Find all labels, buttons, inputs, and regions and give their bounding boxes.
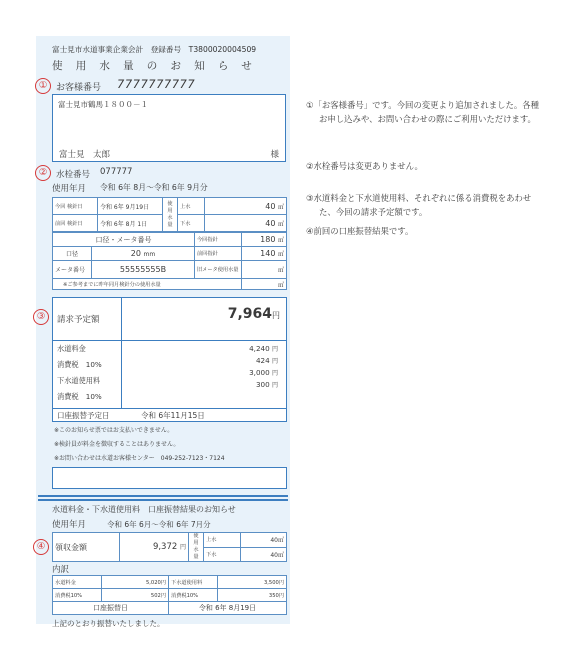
result-lower-label: 下水 [204, 547, 241, 562]
scheduled-label: 請求予定額 [57, 315, 100, 325]
current-reading-label: 今回 検針日 [53, 198, 98, 215]
period-label: 使用年月 [52, 184, 87, 194]
old-meter-value: ㎥ [241, 261, 286, 279]
reference-note: ※ご参考までに昨年同月検針分の使用水量 [53, 279, 242, 290]
result-closing: 上記のとおり振替いたしました。 [52, 619, 165, 628]
billing-box [52, 297, 287, 422]
slip-title: 使用水量のお知らせ [52, 60, 265, 72]
meter-number-value: 55555555B [92, 261, 195, 279]
annotation-2: ②水栓番号は変更ありません。 [306, 161, 423, 171]
meter-no-value: 077777 [100, 167, 133, 177]
marker-1: ① [35, 78, 51, 94]
result-upper-label: 上水 [204, 533, 241, 548]
current-count-value: 180 ㎥ [241, 233, 286, 247]
blank-box [52, 467, 287, 489]
scheduled-amount: 7,964円 [227, 306, 280, 322]
water-tax-value: 502円 [102, 589, 169, 602]
lower-label: 下水 [178, 215, 205, 232]
diameter-label: 口径 [53, 247, 92, 261]
item-sewer-amount: 3,000 円 [249, 368, 278, 377]
diameter-value: 20 mm [92, 247, 195, 261]
upper-label: 上水 [178, 198, 205, 215]
previous-reading-date: 令和 6年 8月 1日 [98, 215, 163, 232]
annotation-3: ③水道料金と下水道使用料、それぞれに係る消費税をあわせた、今回の請求予定額です。 [306, 193, 532, 217]
item-water-label: 水道料金 [57, 344, 86, 353]
honorific: 様 [270, 150, 279, 160]
period-value: 令和 6年 8月～令和 6年 9月分 [100, 183, 208, 192]
result-upper-value: 40㎥ [241, 533, 287, 548]
received-amount: 9,372 円 [120, 533, 189, 562]
previous-count-label: 前回指針 [194, 247, 241, 261]
result-period-label: 使用年月 [52, 520, 87, 530]
upper-value: 40 ㎥ [205, 198, 287, 215]
issuer-line: 富士見市水道事業企業会計 登録番号 T3800020004509 [52, 45, 257, 54]
item-water-tax-label: 消費税 10% [57, 360, 102, 369]
result-debit-date-value: 令和 6年 8月19日 [169, 602, 287, 615]
current-reading-date: 令和 6年 9月19日 [98, 198, 163, 215]
note-1: ※このお知らせ票ではお支払いできません。 [54, 427, 174, 434]
result-usage-label: 使用水量 [189, 533, 204, 562]
usage-label: 使用水量 [163, 198, 178, 232]
address-box [52, 94, 286, 162]
annotation-1: ①「お客様番号」です。今回の変更より追加されました。各種お申し込みや、お問い合わせの際にご利用いただけます。 [306, 100, 539, 124]
meter-detail-table [52, 232, 287, 290]
customer-address: 富士見市鶴馬１８００－１ [58, 100, 148, 109]
current-count-label: 今回指針 [194, 233, 241, 247]
note-3: ※お問い合わせは水道お客様センター 049-252-7123・7124 [54, 455, 225, 462]
item-sewer-tax-label: 消費税 10% [57, 392, 102, 401]
previous-reading-label: 前回 検針日 [53, 215, 98, 232]
meter-table [52, 197, 287, 232]
breakdown-table [52, 575, 287, 615]
marker-2: ② [35, 165, 51, 181]
reference-value: ㎥ [241, 279, 286, 290]
meter-no-label: 水栓番号 [56, 170, 91, 180]
customer-number-label: お客様番号 [56, 83, 102, 93]
sewer-tax-value: 350円 [218, 589, 287, 602]
separator-line [38, 499, 288, 501]
result-period-value: 令和 6年 6月～令和 6年 7月分 [107, 520, 211, 529]
old-meter-label: 旧メータ使用水量 [194, 261, 241, 279]
sewer-fee-label: 下水道使用料 [169, 576, 218, 589]
water-fee-label: 水道料金 [53, 576, 102, 589]
item-water-amount: 4,240 円 [249, 344, 278, 353]
water-fee-value: 5,020円 [102, 576, 169, 589]
debit-date-value: 令和 6年11月15日 [141, 411, 205, 420]
sewer-fee-value: 3,500円 [218, 576, 287, 589]
separator-line [38, 495, 288, 497]
breakdown-label: 内訳 [52, 565, 70, 575]
lower-value: 40 ㎥ [205, 215, 287, 232]
item-sewer-tax-amount: 300 円 [255, 380, 278, 389]
debit-date-label: 口座振替予定日 [57, 411, 110, 420]
marker-3: ③ [33, 309, 49, 325]
annotation-4: ④前回の口座振替結果です。 [306, 226, 414, 236]
result-title: 水道料金・下水道使用料 口座振替結果のお知らせ [52, 505, 236, 514]
diameter-meter-header: 口径・メータ番号 [53, 233, 195, 247]
item-sewer-label: 下水道使用料 [57, 376, 101, 385]
result-debit-date-label: 口座振替日 [53, 602, 169, 615]
received-table [52, 532, 287, 562]
previous-count-value: 140 ㎥ [241, 247, 286, 261]
water-tax-label: 消費税10% [53, 589, 102, 602]
marker-4: ④ [33, 539, 49, 555]
result-lower-value: 40㎥ [241, 547, 287, 562]
note-2: ※検針員が料金を徴収することはありません。 [54, 441, 180, 448]
customer-number-value: 7777777777 [117, 77, 196, 91]
item-water-tax-amount: 424 円 [255, 356, 278, 365]
sewer-tax-label: 消費税10% [169, 589, 218, 602]
received-label: 領収金額 [53, 533, 120, 562]
meter-number-label: メータ番号 [53, 261, 92, 279]
customer-name: 富士見 太郎 [59, 150, 111, 160]
